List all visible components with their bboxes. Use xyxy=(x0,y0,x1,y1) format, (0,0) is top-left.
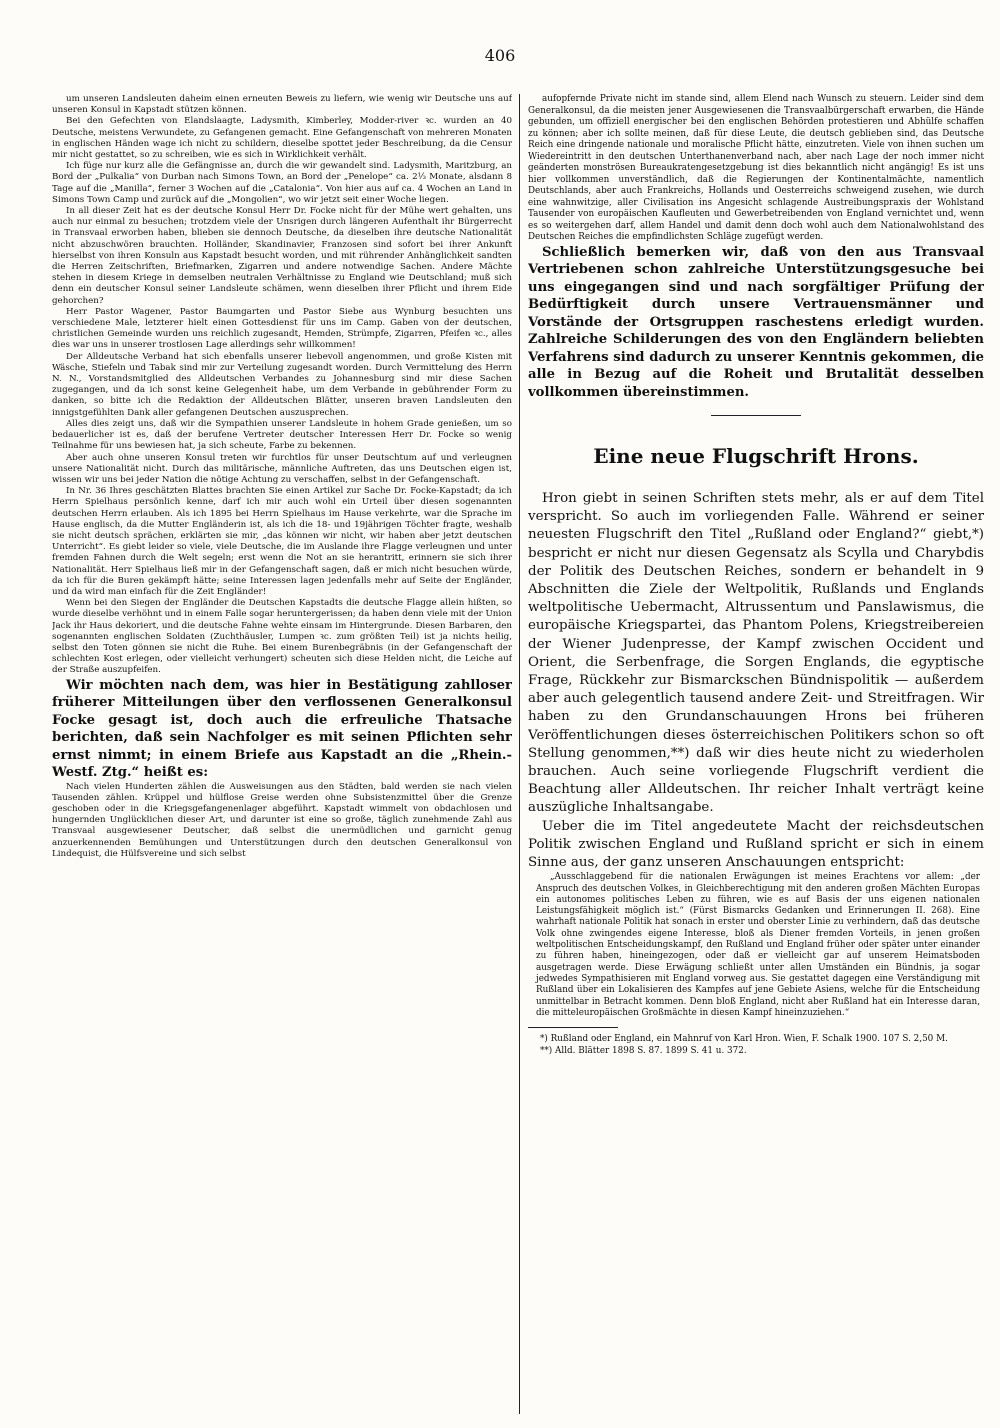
right-column xyxy=(528,94,984,1416)
paragraph: Herr Pastor Wagener, Pastor Baumgarten und Pastor Siebe aus Wynburg besuchten uns verschiedene Male, letzterer hielt einen Gottesdienst für uns im Camp. Gaben von der deutschen, christlichen Gemeinde wurden uns reichlich zugesandt, Hemden, Strümpfe, Zigarren, Pfeifen ꝛc., alles dies war uns in unserer trostlosen Lage allerdings sehr willkommen! xyxy=(52,306,512,351)
article-title: Eine neue Flugschrift Hrons. xyxy=(593,444,919,468)
paragraph: um unseren Landsleuten daheim einen erneuten Beweis zu liefern, wie wenig wir Deutsche uns auf unseren Konsul in Kapstadt stützen können. xyxy=(52,94,512,116)
paragraph: Ich füge nur kurz alle die Gefängnisse an, durch die wir gewandelt sind. Ladysmith, Maritzburg, an Bord der „Pulkalia“ von Durban nach Simons Town, an Bord der „Penelope“ ca. 2⅓ Monate, alsdann 8 Tage auf die „Manilla“, ferner 3 Wochen auf die „Catalonia“. Von hier aus auf ca. 4 Wochen an Land in Simons Town Camp und zurück auf die „Mongolien“, wo wir jetzt seit einer Woche liegen. xyxy=(52,161,512,205)
paragraph: Der Alldeutsche Verband hat sich ebenfalls unserer liebevoll angenommen, und große Kisten mit Wäsche, Stiefeln und Tabak sind mir zur Verteilung zugesandt worden. Durch Vermittelung des Herrn N. N., Vorstandsmitglied des Alldeutschen Verbandes zu Johannesburg sind mir diese Sachen zugegangen, und da ich sonst keine Gelegenheit habe, um dem Verbande in gebührender Form zu danken, so bitte ich die Redaktion der Alldeutschen Blätter, unseren braven Landsleuten den innigstgefühlten Dank aller gefangenen Deutschen auszusprechen. xyxy=(52,351,512,418)
article-body xyxy=(528,490,984,1019)
paragraph: „Ausschlaggebend für die nationalen Erwägungen ist meines Erachtens vor allem: „der Anspruch des deutschen Volkes, in Gleichberechtigung mit den anderen großen Mächten Europas ein autonomes politisches Leben zu führen, wie es auf Basis der uns eigenen nationalen Leistungsfähigkeit möglich ist.“ (Fürst Bismarcks Gedanken und Erinnerungen II. 268). Eine wahrhaft nationale Politik hat sonach in erster und oberster Linie zu verhindern, daß das deutsche Volk ohne zwingendes eigene Interesse, bloß als Diener fremden Vorteils, in jenen großen weltpolitischen Entscheidungskampf, den Rußland und England früher oder später unter einander zu führen haben, hineingezogen, oder daß er vielleicht gar auf unserem Heimatsboden ausgetragen werde. Diese Erwägung schließt unter allen Umständen ein Bündnis, ja sogar jedwedes Sympathisieren mit England vorweg aus. Sie gestattet dagegen eine Verständigung mit Rußland über ein Lokalisieren des Kampfes auf jene Gebiete Asiens, welche für die Entscheidung unmittelbar in Betracht kommen. Denn bloß England, nicht aber Rußland hat ein Interesse daran, die mitteleuropäischen Großmächte in diesen Kampf hineinzuziehen.“ xyxy=(536,872,980,1018)
paragraph: In all dieser Zeit hat es der deutsche Konsul Herr Dr. Focke nicht für der Mühe wert gehalten, uns auch nur einmal zu besuchen; trotzdem viele der Unsrigen durch längeren Aufenthalt ihr Bürgerrecht in Transvaal erworben haben, blieben sie dennoch Deutsche, da dieselben ihre deutsche Nationalität nicht abzuschwören brauchten. Holländer, Skandinavier, Franzosen sind sofort bei ihrer Ankunft hierselbst von ihren Konsuln aus Kapstadt besucht worden, und mit rührender Anhänglichkeit sandten die Herren Zeitschriften, Briefmarken, Zigarren und andere notwendige Sachen. Andere Mächte stehen in diesem Kriege in demselben neutralen Verhältnisse zu England wie Deutschland; muß sich denn ein deutscher Konsul seiner Landsleute schämen, wenn dieselben ihrer Pflicht und ihrem Eide gehorchen? xyxy=(52,206,512,306)
paragraph: Aber auch ohne unseren Konsul treten wir furchtlos für unser Deutschtum auf und verleugnen unsere Nationalität nicht. Durch das militärische, männliche Auftreten, das uns Deutschen eigen ist, wissen wir uns bei jeder Nation die nötige Achtung zu verschaffen, selbst in der Gefangenschaft. xyxy=(52,452,512,485)
right-column-top-text xyxy=(528,94,984,401)
paragraph: Nach vielen Hunderten zählen die Ausweisungen aus den Städten, bald werden sie nach vielen Tausenden zählen. Krüppel und hülflose Greise werden ohne Subsistenzmittel über die Grenze geschoben oder in die Kriegsgefangenenlager abgeführt. Kapstadt wimmelt von obdachlosen und hungernden Unglücklichen dieser Art, und darunter ist eine so große, täglich zunehmende Zahl aus Transvaal ausgewiesener Deutscher, daß selbst die unermüdlichen und garnicht genug anzuerkennenden Bemühungen und Unterstützungen durch den deutschen Generalkonsul von Lindequist, die Hülfsvereine und sich selbst xyxy=(52,781,512,859)
footnote: **) Alld. Blätter 1898 S. 87. 1899 S. 41 u. 372. xyxy=(540,1045,747,1056)
footnotes xyxy=(528,1034,984,1058)
paragraph: In Nr. 36 Ihres geschätzten Blattes brachten Sie einen Artikel zur Sache Dr. Focke-Kapstadt; da ich Herrn Spielhaus persönlich kenne, darf ich mir auch wohl ein Urteil über diesen sogenannten deutschen Herrn erlauben. Als ich 1895 bei Herrn Spielhaus im Hause verkehrte, war die Sprache im Hause englisch, da die Mutter Engländerin ist, als ich die 18- und 19jährigen Töchter fragte, weshalb sie nicht deutsch sprächen, erklärten sie mir, „das können wir nicht, wir haben aber jetzt deutschen Unterricht“. Es giebt leider so viele, viele Deutsche, die im Auslande ihre Flagge verleugnen und unter fremden Fahnen durch die Welt segeln; erst wenn die Not an sie herantritt, erinnern sie sich ihrer Nationalität. Herr Spielhaus ließ mir in der Gefangenschaft sagen, daß er mich nicht besuchen würde, da ich für die Buren gekämpft hätte; seine Interessen lagen jedenfalls mehr auf Seite der Engländer, und da wird man einfach für die Zeit Engländer! xyxy=(52,486,512,597)
section-separator xyxy=(711,415,801,416)
left-column xyxy=(52,94,512,1416)
paragraph: Alles dies zeigt uns, daß wir die Sympathien unserer Landsleute in hohem Grade genießen, um so bedauerlicher ist es, daß der berufene Vertreter deutscher Interessen Herr Dr. Focke so wenig Teilnahme für uns bewiesen hat, ja sich scheute, Farbe zu bekennen. xyxy=(52,418,512,452)
column-divider xyxy=(519,94,520,1414)
paragraph: Bei den Gefechten von Elandslaagte, Ladysmith, Kimberley, Modder-river ꝛc. wurden an 40 Deutsche, meistens Verwundete, zu Gefangenen gemacht. Eine Gefangenschaft von mehreren Monaten in englischen Händen wage ich nicht zu schildern, dieselbe spottet jeder Beschreibung, da die Censur mir nicht gestattet, so zu schreiben, wie es sich in Wirklichkeit verhält. xyxy=(52,116,512,161)
paragraph: Ueber die im Titel angedeutete Macht der reichsdeutschen Politik zwischen England und Rußland spricht er sich in einem Sinne aus, der ganz unseren Anschauungen entspricht: xyxy=(528,818,984,871)
page-number: 406 xyxy=(484,46,516,65)
footnote: *) Rußland oder England, ein Mahnruf von Karl Hron. Wien, F. Schalk 1900. 107 S. 2,50 M. xyxy=(540,1034,948,1045)
paragraph: aufopfernde Private nicht im stande sind, allem Elend nach Wunsch zu steuern. Leider sind dem Generalkonsul, da die meisten jener Ausgewiesenen die Transvaalbürgerschaft erwarben, die Hände gebunden, um offiziell energischer bei den englischen Behörden protestieren und Abhülfe schaffen zu können; aber ich sollte meinen, daß für diese Leute, die deutsch geblieben sind, das Deutsche Reich eine dringende nationale und moralische Pflicht hätte, einzutreten. Viele von ihnen suchen um Wiedereintritt in den deutschen Unterthanenverband nach, aber nach Lage der noch immer nicht geänderten monströsen Bureaukratengesetzgebung ist dies bekanntlich nicht angängig! Es ist uns hier vollkommen unverständlich, daß die Regierungen der Kontinentalmächte, namentlich Deutschlands, aber auch Frankreichs, Hollands und Oesterreichs schweigend zusehen, wie durch eine wahnwitzige, aller Civilisation ins Angesicht schlagende Austreibungspraxis der Wohlstand Tausender von europäischen Kaufleuten und Gewerbetreibenden von England vernichtet und, wenn es so weitergehen darf, allem Handel und damit denn doch wohl auch dem Nationalwohlstand des Deutschen Reiches die empfindlichsten Schläge zugefügt werden. xyxy=(528,94,984,242)
footnote-rule xyxy=(528,1027,618,1028)
paragraph: Wir möchten nach dem, was hier in Bestätigung zahlloser früherer Mitteilungen über den verflossenen Generalkonsul Focke gesagt ist, doch auch die erfreuliche Thatsache berichten, daß sein Nachfolger es mit seinen Pflichten sehr ernst nimmt; in einem Briefe aus Kapstadt an die „Rhein.-Westf. Ztg.“ heißt es: xyxy=(52,677,512,781)
paragraph: Hron giebt in seinen Schriften stets mehr, als er auf dem Titel verspricht. So auch im vorliegenden Falle. Während er seiner neuesten Flugschrift den Titel „Rußland oder England?“ giebt,*) bespricht er nicht nur diesen Gegensatz als Scylla und Charybdis der Politik des Deutschen Reiches, sondern er behandelt in 9 Abschnitten die Ziele der Weltpolitik, Rußlands und Englands weltpolitische Uebermacht, Altrussentum und Panslawismus, die europäische Kriegspartei, das Phantom Polens, Kriegstreibereien der Wiener Judenpresse, der Kampf zwischen Occident und Orient, die Serbenfrage, die Sorgen Englands, die egyptische Frage, Rückkehr zur Bismarckschen Bündnispolitik — außerdem aber auch gelegentlich tausend andere Zeit- und Streitfragen. Wir haben zu den Grundanschauungen Hrons bei früheren Veröffentlichungen dieses österreichischen Politikers schon so oft Stellung genommen,**) daß wir dies heute nicht zu wiederholen brauchen. Auch seine vorliegende Flugschrift verdient die Beachtung aller Alldeutschen. Ihr reicher Inhalt verträgt keine auszügliche Inhaltsangabe. xyxy=(528,491,984,816)
paragraph: Schließlich bemerken wir, daß von den aus Transvaal Vertriebenen schon zahlreiche Unterstützungsgesuche bei uns eingegangen sind und nach sorgfältiger Prüfung der Bedürftigkeit durch unsere Vertrauensmänner und Vorstände der Ortsgruppen raschestens erledigt wurden. Zahlreiche Schilderungen des von den Engländern beliebten Verfahrens sind dadurch zu unserer Kenntnis gekommen, die alle in Bezug auf die Roheit und Brutalität desselben vollkommen übereinstimmen. xyxy=(528,244,984,400)
paragraph: Wenn bei den Siegen der Engländer die Deutschen Kapstadts die deutsche Flagge allein hißten, so wurde dieselbe verhöhnt und in einem Falle sogar heruntergerissen; da haben denn viele mit der Union Jack ihr Haus dekoriert, und die deutsche Fahne wehte einsam im Hintergrunde. Diesen Barbaren, den sogenannten englischen Soldaten (Zuchthäusler, Lumpen ꝛc. zum größten Teil) ist ja nichts heilig, selbst den Toten gönnen sie nicht die Ruhe. Bei einem Burenbegräbnis (in der Gefangenschaft der schlechten Kost erlegen, oder vielleicht verhungert) scheuten sich diese Helden nicht, die Leiche auf der Straße auszupfeifen. xyxy=(52,598,512,676)
